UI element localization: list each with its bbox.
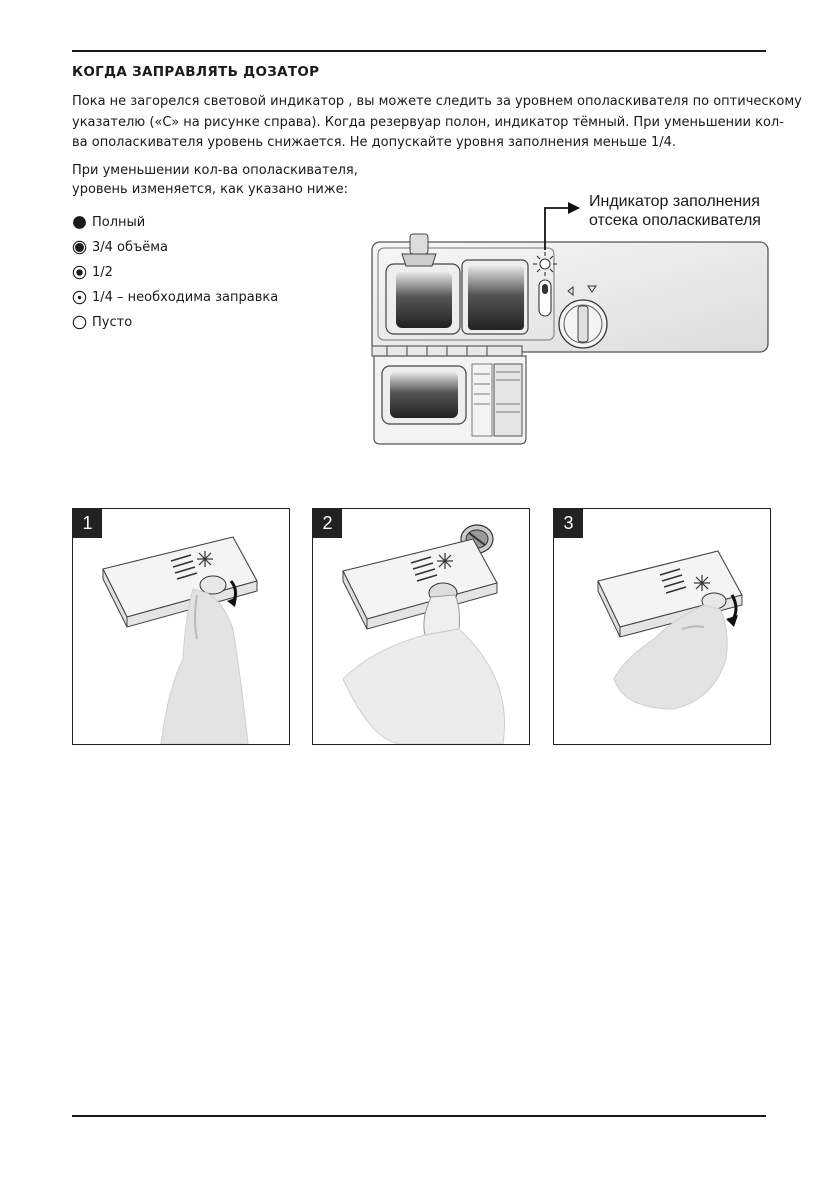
half-circle-icon (72, 265, 87, 280)
intro-line: указателю («C» на рисунке справа). Когда резервуар полон, индикатор тёмный. При уменьшении кол- (72, 114, 784, 130)
callout-line: отсека ополаскивателя (589, 212, 761, 229)
level-three-quarter (72, 235, 278, 260)
level-half (72, 260, 278, 285)
level-label: 1/2 (92, 265, 113, 280)
step-panel (72, 508, 290, 745)
indicator-sun-icon (437, 553, 453, 569)
step-panel (553, 508, 771, 745)
level-full (72, 210, 278, 235)
level-label: Полный (92, 215, 146, 230)
intro-paragraph (72, 92, 802, 154)
note-line: При уменьшении кол-ва ополаскивателя, (72, 163, 358, 178)
level-label: 1/4 – необходима заправка (92, 290, 279, 305)
full-circle-icon (72, 215, 87, 230)
indicator-sun-icon (694, 575, 710, 591)
bottle-neck (424, 595, 460, 635)
bottom-rule (72, 1115, 766, 1117)
three-quarter-circle-icon (72, 240, 87, 255)
level-label: 3/4 объёма (92, 240, 168, 255)
indicator-callout (589, 192, 761, 230)
bottle-icon (343, 629, 505, 744)
step-number: 1 (73, 509, 102, 538)
section-title: КОГДА ЗАПРАВЛЯТЬ ДОЗАТОР (72, 64, 320, 80)
step-number: 3 (554, 509, 583, 538)
indicator-sun-icon (197, 551, 213, 567)
step-3-illustration (554, 509, 770, 744)
step-1-illustration (73, 509, 289, 744)
step-panel (312, 508, 530, 745)
level-label: Пусто (92, 315, 133, 330)
top-rule (72, 50, 766, 52)
step-number: 2 (313, 509, 342, 538)
note-line: уровень изменяется, как указано ниже: (72, 182, 348, 197)
intro-line: ва ополаскивателя уровень снижается. Не допускайте уровня заполнения меньше 1/4. (72, 135, 677, 150)
callout-line: Индикатор заполнения (589, 193, 760, 210)
level-note (72, 161, 358, 199)
step-2-illustration (313, 509, 529, 744)
level-quarter (72, 285, 278, 310)
quarter-circle-icon (72, 290, 87, 305)
level-empty (72, 310, 278, 335)
empty-circle-icon (72, 315, 87, 330)
level-list (72, 210, 278, 335)
intro-line: Пока не загорелся световой индикатор , вы можете следить за уровнем ополаскивателя по оптическому (72, 94, 802, 109)
